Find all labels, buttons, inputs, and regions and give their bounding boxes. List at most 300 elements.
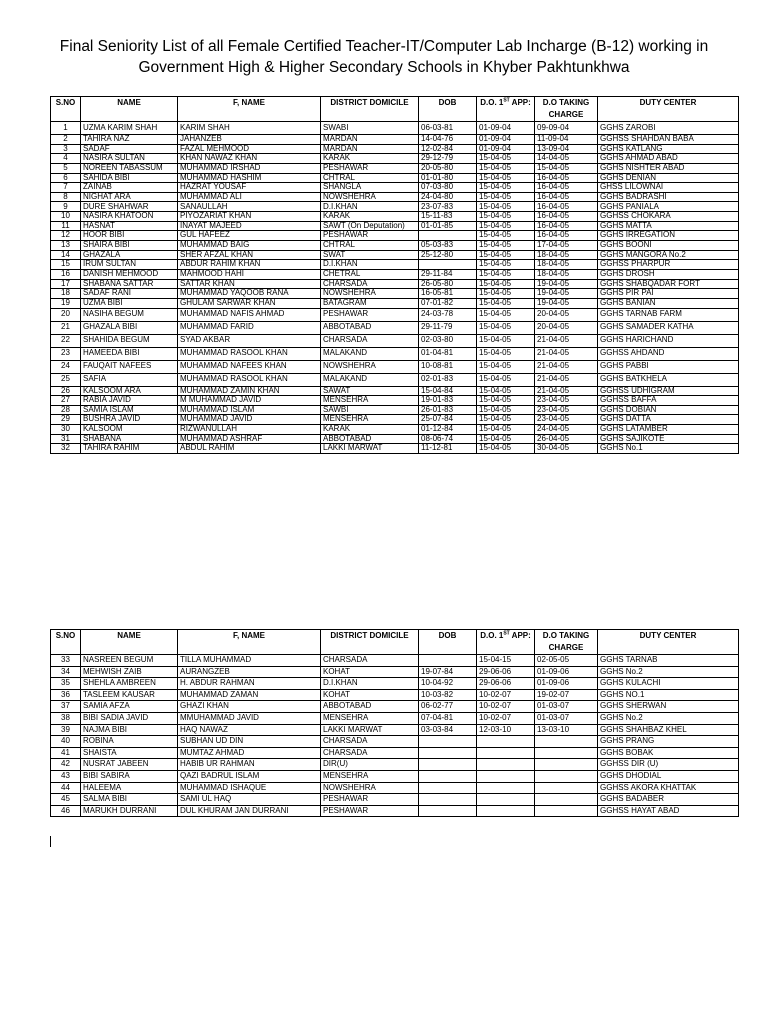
cell-duty-center: GGHS PRANG <box>598 736 739 748</box>
table-row <box>51 163 739 173</box>
cell-name: NASIRA SULTAN <box>81 154 178 164</box>
cell-dob: 06-03-81 <box>419 122 477 135</box>
cell-do-taking-charge: 13-03-10 <box>535 724 598 736</box>
cell-father-name: MUHAMMAD ISHAQUE <box>178 782 321 794</box>
cell-sno: 34 <box>51 666 81 678</box>
cell-do-first-app: 12-03-10 <box>477 724 535 736</box>
header-duty-center: DUTY CENTER <box>598 630 739 655</box>
cell-do-taking-charge: 16-04-05 <box>535 183 598 193</box>
table-row <box>51 712 739 724</box>
cell-do-first-app <box>477 770 535 782</box>
cell-name: FAUQAIT NAFEES <box>81 360 178 373</box>
cell-do-taking-charge: 09-09-04 <box>535 122 598 135</box>
cell-duty-center: GGHS BOBAK <box>598 747 739 759</box>
cell-name: MEHWISH ZAIB <box>81 666 178 678</box>
cell-father-name: SUBHAN UD DIN <box>178 736 321 748</box>
table-row <box>51 794 739 806</box>
cell-do-first-app: 15-04-05 <box>477 321 535 334</box>
cell-duty-center: GGHS MATTA <box>598 221 739 231</box>
title-line-2: Government High & Higher Secondary Schools in Khyber Pakhtunkhwa <box>138 59 630 76</box>
cell-duty-center: GGHS SAMADER KATHA <box>598 321 739 334</box>
cell-do-first-app <box>477 736 535 748</box>
cell-name: BIBI SADIA JAVID <box>81 712 178 724</box>
cell-do-taking-charge: 19-02-07 <box>535 689 598 701</box>
cell-district: D.I.KHAN <box>321 202 419 212</box>
cell-duty-center: GGHS ZAROBI <box>598 122 739 135</box>
cell-name: SAFIA <box>81 373 178 386</box>
table-row <box>51 747 739 759</box>
cell-district: SWABI <box>321 122 419 135</box>
cell-name: KALSOOM ARA <box>81 386 178 396</box>
cell-father-name: SAMI UL HAQ <box>178 794 321 806</box>
cell-do-first-app: 15-04-05 <box>477 192 535 202</box>
cell-duty-center: GGHS SHABQADAR FORT <box>598 279 739 289</box>
cell-do-first-app: 15-04-05 <box>477 212 535 222</box>
cell-duty-center: GHSS LILOWNAI <box>598 183 739 193</box>
cell-district: CHARSADA <box>321 747 419 759</box>
cell-district: MARDAN <box>321 135 419 145</box>
cell-sno: 43 <box>51 770 81 782</box>
cell-do-taking-charge: 13-09-04 <box>535 144 598 154</box>
table-row <box>51 202 739 212</box>
table-row <box>51 689 739 701</box>
cell-dob: 01-01-85 <box>419 221 477 231</box>
cell-district: ABBOTABAD <box>321 434 419 444</box>
cell-father-name: MUHAMMAD JAVID <box>178 415 321 425</box>
cell-sno: 45 <box>51 794 81 806</box>
cell-dob <box>419 805 477 817</box>
cell-do-first-app: 15-04-05 <box>477 347 535 360</box>
cell-district: NOWSHEHRA <box>321 360 419 373</box>
cell-do-taking-charge: 01-09-06 <box>535 666 598 678</box>
cell-district: KOHAT <box>321 666 419 678</box>
cell-duty-center: GGHS BADABER <box>598 794 739 806</box>
cell-name: NIGHAT ARA <box>81 192 178 202</box>
cell-sno: 35 <box>51 678 81 690</box>
cell-dob <box>419 655 477 667</box>
cell-name: BUSHRA JAVID <box>81 415 178 425</box>
cell-do-first-app <box>477 794 535 806</box>
table-1-body <box>51 122 739 454</box>
cell-district: MARDAN <box>321 144 419 154</box>
header-do-1st-app: D.O. 1ST APP: <box>477 97 535 122</box>
cell-name: NUSRAT JABEEN <box>81 759 178 771</box>
cell-duty-center: GGHS No.1 <box>598 444 739 454</box>
cell-dob: 11-12-81 <box>419 444 477 454</box>
cell-do-first-app: 01-09-04 <box>477 122 535 135</box>
cell-district: CHTRAL <box>321 173 419 183</box>
cell-district: CHARSADA <box>321 279 419 289</box>
table-row <box>51 192 739 202</box>
header-name: NAME <box>81 630 178 655</box>
cell-father-name: ABDUL RAHIM <box>178 444 321 454</box>
cell-district: MALAKAND <box>321 373 419 386</box>
header-district: DISTRICT DOMICILE <box>321 630 419 655</box>
cell-dob: 19-07-84 <box>419 666 477 678</box>
cell-duty-center: GGHSS AHDAND <box>598 347 739 360</box>
cell-dob: 01-12-84 <box>419 425 477 435</box>
cell-father-name: GHAZI KHAN <box>178 701 321 713</box>
cell-district: BATAGRAM <box>321 298 419 308</box>
cell-name: BIBI SABIRA <box>81 770 178 782</box>
cell-do-first-app <box>477 805 535 817</box>
cell-do-taking-charge: 26-04-05 <box>535 434 598 444</box>
table-row <box>51 122 739 135</box>
cell-do-taking-charge <box>535 736 598 748</box>
table-row <box>51 183 739 193</box>
cell-do-first-app: 15-04-05 <box>477 269 535 279</box>
cell-district: ABBOTABAD <box>321 701 419 713</box>
cell-sno: 19 <box>51 298 81 308</box>
table-2-body <box>51 655 739 817</box>
cell-district: PESHAWAR <box>321 163 419 173</box>
cell-dob: 01-04-81 <box>419 347 477 360</box>
cell-district: D.I.KHAN <box>321 260 419 270</box>
table-row <box>51 298 739 308</box>
header-sno: S.NO <box>51 97 81 122</box>
cell-do-first-app: 15-04-05 <box>477 373 535 386</box>
cell-district: LAKKI MARWAT <box>321 444 419 454</box>
cell-sno: 30 <box>51 425 81 435</box>
cell-do-taking-charge: 19-04-05 <box>535 289 598 299</box>
cell-name: SHAISTA <box>81 747 178 759</box>
cell-father-name: ABDUR RAHIM KHAN <box>178 260 321 270</box>
cell-district: CHARSADA <box>321 655 419 667</box>
cell-do-first-app: 15-04-05 <box>477 360 535 373</box>
table-row <box>51 173 739 183</box>
cell-sno: 10 <box>51 212 81 222</box>
cell-do-taking-charge: 23-04-05 <box>535 415 598 425</box>
cell-duty-center: GGHSS DIR (U) <box>598 759 739 771</box>
table-row <box>51 221 739 231</box>
cell-district: CHETRAL <box>321 269 419 279</box>
cell-district: NOWSHEHRA <box>321 782 419 794</box>
cell-dob <box>419 747 477 759</box>
cell-name: NAJMA BIBI <box>81 724 178 736</box>
cell-sno: 28 <box>51 405 81 415</box>
table-row <box>51 759 739 771</box>
cell-duty-center: GGHSS BAFFA <box>598 396 739 406</box>
cell-sno: 23 <box>51 347 81 360</box>
cell-duty-center: GGHS IRREGATION <box>598 231 739 241</box>
cell-do-taking-charge <box>535 794 598 806</box>
cell-dob: 29-11-84 <box>419 269 477 279</box>
cell-dob <box>419 759 477 771</box>
header-fname: F, NAME <box>178 630 321 655</box>
cell-do-taking-charge: 11-09-04 <box>535 135 598 145</box>
cell-sno: 44 <box>51 782 81 794</box>
cell-duty-center: GGHS PABBI <box>598 360 739 373</box>
table-row <box>51 425 739 435</box>
cell-sno: 13 <box>51 241 81 251</box>
cell-name: HALEEMA <box>81 782 178 794</box>
cell-name: NOREEN TABASSUM <box>81 163 178 173</box>
cell-name: GHAZALA BIBI <box>81 321 178 334</box>
cell-do-taking-charge: 16-04-05 <box>535 231 598 241</box>
cell-sno: 24 <box>51 360 81 373</box>
cell-district: DIR(U) <box>321 759 419 771</box>
cell-district: D.I.KHAN <box>321 678 419 690</box>
cell-name: GHAZALA <box>81 250 178 260</box>
table-row <box>51 212 739 222</box>
table-row <box>51 782 739 794</box>
cell-do-taking-charge: 14-04-05 <box>535 154 598 164</box>
table-row <box>51 405 739 415</box>
cell-do-taking-charge: 21-04-05 <box>535 386 598 396</box>
cell-do-first-app: 29-06-06 <box>477 666 535 678</box>
cell-father-name: GHULAM SARWAR KHAN <box>178 298 321 308</box>
cell-district: MENSEHRA <box>321 396 419 406</box>
cell-dob: 12-02-84 <box>419 144 477 154</box>
cell-duty-center: GGHS BOONI <box>598 241 739 251</box>
cell-do-taking-charge: 16-04-05 <box>535 221 598 231</box>
cell-do-taking-charge: 02-05-05 <box>535 655 598 667</box>
cell-do-first-app: 15-04-05 <box>477 334 535 347</box>
cell-sno: 14 <box>51 250 81 260</box>
cell-dob <box>419 770 477 782</box>
cell-name: UZMA BIBI <box>81 298 178 308</box>
cell-do-taking-charge: 18-04-05 <box>535 260 598 270</box>
cell-sno: 39 <box>51 724 81 736</box>
cell-sno: 29 <box>51 415 81 425</box>
cell-sno: 1 <box>51 122 81 135</box>
table-row <box>51 144 739 154</box>
cell-father-name: TILLA MUHAMMAD <box>178 655 321 667</box>
cell-name: ROBINA <box>81 736 178 748</box>
cell-do-taking-charge: 23-04-05 <box>535 396 598 406</box>
cell-do-taking-charge: 20-04-05 <box>535 308 598 321</box>
cell-do-taking-charge: 01-03-07 <box>535 712 598 724</box>
cell-sno: 41 <box>51 747 81 759</box>
cell-name: DURE SHAHWAR <box>81 202 178 212</box>
cell-duty-center: GGHS No.2 <box>598 712 739 724</box>
cell-father-name: MUHAMMAD HASHIM <box>178 173 321 183</box>
cell-name: HOOR BIBI <box>81 231 178 241</box>
cell-do-taking-charge: 21-04-05 <box>535 347 598 360</box>
cell-dob: 07-01-82 <box>419 298 477 308</box>
cell-duty-center: GGHSS CHOKARA <box>598 212 739 222</box>
cell-do-taking-charge: 16-04-05 <box>535 202 598 212</box>
table-row <box>51 154 739 164</box>
cell-duty-center: GGHSS UDHIGRAM <box>598 386 739 396</box>
cell-do-taking-charge: 15-04-05 <box>535 163 598 173</box>
table-header-row <box>51 97 739 122</box>
cell-duty-center: GGHS DHODIAL <box>598 770 739 782</box>
cell-do-taking-charge: 21-04-05 <box>535 373 598 386</box>
table-row <box>51 373 739 386</box>
header-sno: S.NO <box>51 630 81 655</box>
cell-dob: 08-06-74 <box>419 434 477 444</box>
cell-dob: 25-12-80 <box>419 250 477 260</box>
cell-district: CHARSADA <box>321 736 419 748</box>
cell-dob: 29-11-79 <box>419 321 477 334</box>
cell-name: NASIHA BEGUM <box>81 308 178 321</box>
cell-duty-center: GGHS TARNAB FARM <box>598 308 739 321</box>
cell-district: MENSEHRA <box>321 415 419 425</box>
table-row <box>51 260 739 270</box>
cell-duty-center: GGHS DROSH <box>598 269 739 279</box>
cell-do-taking-charge: 01-09-06 <box>535 678 598 690</box>
cell-dob: 07-04-81 <box>419 712 477 724</box>
header-duty-center: DUTY CENTER <box>598 97 739 122</box>
table-row <box>51 241 739 251</box>
cell-district: SAWBI <box>321 405 419 415</box>
cell-do-first-app: 15-04-05 <box>477 221 535 231</box>
cell-name: NASIRA KHATOON <box>81 212 178 222</box>
cell-sno: 6 <box>51 173 81 183</box>
cell-sno: 17 <box>51 279 81 289</box>
table-row <box>51 360 739 373</box>
table-row <box>51 655 739 667</box>
cell-name: KALSOOM <box>81 425 178 435</box>
cell-father-name: MUHAMMAD ISLAM <box>178 405 321 415</box>
cell-district: PESHAWAR <box>321 308 419 321</box>
cell-father-name: MUHAMMAD NAFEES KHAN <box>178 360 321 373</box>
cell-dob <box>419 260 477 270</box>
cell-sno: 46 <box>51 805 81 817</box>
cell-dob: 15-04-84 <box>419 386 477 396</box>
table-row <box>51 334 739 347</box>
cell-district: KARAK <box>321 154 419 164</box>
cell-father-name: MUHAMMAD YAQOOB RANA <box>178 289 321 299</box>
table-edge-line <box>50 836 51 847</box>
cell-duty-center: GGHS SAJIKOTE <box>598 434 739 444</box>
table-row <box>51 321 739 334</box>
table-row <box>51 308 739 321</box>
cell-do-first-app: 15-04-05 <box>477 425 535 435</box>
cell-dob: 20-05-80 <box>419 163 477 173</box>
cell-district: NOWSHEHRA <box>321 192 419 202</box>
cell-district: SAWAT <box>321 386 419 396</box>
cell-do-first-app: 15-04-05 <box>477 415 535 425</box>
cell-do-taking-charge <box>535 747 598 759</box>
cell-district: KARAK <box>321 212 419 222</box>
cell-sno: 20 <box>51 308 81 321</box>
cell-do-first-app: 15-04-05 <box>477 250 535 260</box>
cell-father-name: MUHAMMAD NAFIS AHMAD <box>178 308 321 321</box>
cell-sno: 37 <box>51 701 81 713</box>
cell-name: DANISH MEHMOOD <box>81 269 178 279</box>
cell-do-taking-charge: 21-04-05 <box>535 334 598 347</box>
table-row <box>51 770 739 782</box>
cell-father-name: HAQ NAWAZ <box>178 724 321 736</box>
cell-father-name: MUHAMMAD FARID <box>178 321 321 334</box>
cell-sno: 15 <box>51 260 81 270</box>
cell-name: TASLEEM KAUSAR <box>81 689 178 701</box>
cell-do-first-app: 15-04-05 <box>477 183 535 193</box>
header-dob: DOB <box>419 97 477 122</box>
cell-district: SHANGLA <box>321 183 419 193</box>
seniority-table-1 <box>50 96 739 454</box>
table-row <box>51 724 739 736</box>
cell-sno: 26 <box>51 386 81 396</box>
cell-dob: 10-04-92 <box>419 678 477 690</box>
cell-do-first-app: 15-04-05 <box>477 434 535 444</box>
cell-district: CHTRAL <box>321 241 419 251</box>
cell-name: SAMIA AFZA <box>81 701 178 713</box>
table-row <box>51 434 739 444</box>
table-row <box>51 386 739 396</box>
cell-do-first-app: 15-04-05 <box>477 202 535 212</box>
cell-district: LAKKI MARWAT <box>321 724 419 736</box>
cell-dob: 24-04-80 <box>419 192 477 202</box>
cell-sno: 16 <box>51 269 81 279</box>
seniority-table-2 <box>50 629 739 817</box>
cell-name: SHAIRA BIBI <box>81 241 178 251</box>
header-fname: F, NAME <box>178 97 321 122</box>
cell-name: RABIA JAVID <box>81 396 178 406</box>
cell-father-name: RIZWANULLAH <box>178 425 321 435</box>
table-row <box>51 279 739 289</box>
cell-sno: 27 <box>51 396 81 406</box>
cell-father-name: INAYAT MAJEED <box>178 221 321 231</box>
cell-do-taking-charge <box>535 770 598 782</box>
cell-do-taking-charge: 23-04-05 <box>535 405 598 415</box>
table-row <box>51 666 739 678</box>
cell-duty-center: GGHS MANGORA No.2 <box>598 250 739 260</box>
cell-district: ABBOTABAD <box>321 321 419 334</box>
cell-sno: 11 <box>51 221 81 231</box>
cell-father-name: HAZRAT YOUSAF <box>178 183 321 193</box>
cell-do-first-app: 15-04-15 <box>477 655 535 667</box>
cell-name: MARUKH DURRANI <box>81 805 178 817</box>
cell-father-name: JAHANZEB <box>178 135 321 145</box>
cell-do-first-app: 15-04-05 <box>477 154 535 164</box>
cell-father-name: MAHMOOD HAHI <box>178 269 321 279</box>
cell-name: HASNAT <box>81 221 178 231</box>
cell-district: PESHAWAR <box>321 805 419 817</box>
cell-do-first-app <box>477 759 535 771</box>
cell-duty-center: GGHS KULACHI <box>598 678 739 690</box>
cell-dob: 02-03-80 <box>419 334 477 347</box>
cell-do-first-app: 15-04-05 <box>477 444 535 454</box>
cell-do-first-app: 15-04-05 <box>477 279 535 289</box>
cell-duty-center: GGHSS PHARPUR <box>598 260 739 270</box>
cell-father-name: M MUHAMMAD JAVID <box>178 396 321 406</box>
cell-do-taking-charge: 17-04-05 <box>535 241 598 251</box>
table-row <box>51 415 739 425</box>
cell-do-first-app: 15-04-05 <box>477 231 535 241</box>
cell-district: CHARSADA <box>321 334 419 347</box>
cell-father-name: MUHAMMAD ZAMAN <box>178 689 321 701</box>
cell-name: HAMEEDA BIBI <box>81 347 178 360</box>
cell-do-taking-charge: 18-04-05 <box>535 250 598 260</box>
cell-do-taking-charge: 19-04-05 <box>535 298 598 308</box>
cell-sno: 42 <box>51 759 81 771</box>
cell-father-name: MUMTAZ AHMAD <box>178 747 321 759</box>
cell-father-name: MUHAMMAD BAIG <box>178 241 321 251</box>
cell-dob: 26-01-83 <box>419 405 477 415</box>
table-row <box>51 396 739 406</box>
cell-do-taking-charge: 19-04-05 <box>535 279 598 289</box>
cell-father-name: KHAN NAWAZ KHAN <box>178 154 321 164</box>
table-row <box>51 444 739 454</box>
cell-duty-center: GGHS NISHTER ABAD <box>598 163 739 173</box>
cell-duty-center: GGHS No.2 <box>598 666 739 678</box>
cell-do-first-app: 15-04-05 <box>477 405 535 415</box>
cell-duty-center: GGHS PIR PAI <box>598 289 739 299</box>
cell-duty-center: GGHSS AKORA KHATTAK <box>598 782 739 794</box>
cell-name: SHAHIDA BEGUM <box>81 334 178 347</box>
table-header-row <box>51 630 739 655</box>
document-title <box>0 36 768 78</box>
cell-do-first-app: 15-04-05 <box>477 163 535 173</box>
cell-name: TAHIRA NAZ <box>81 135 178 145</box>
cell-sno: 4 <box>51 154 81 164</box>
table-row <box>51 701 739 713</box>
cell-district: SWAT <box>321 250 419 260</box>
cell-name: SADAF RANI <box>81 289 178 299</box>
